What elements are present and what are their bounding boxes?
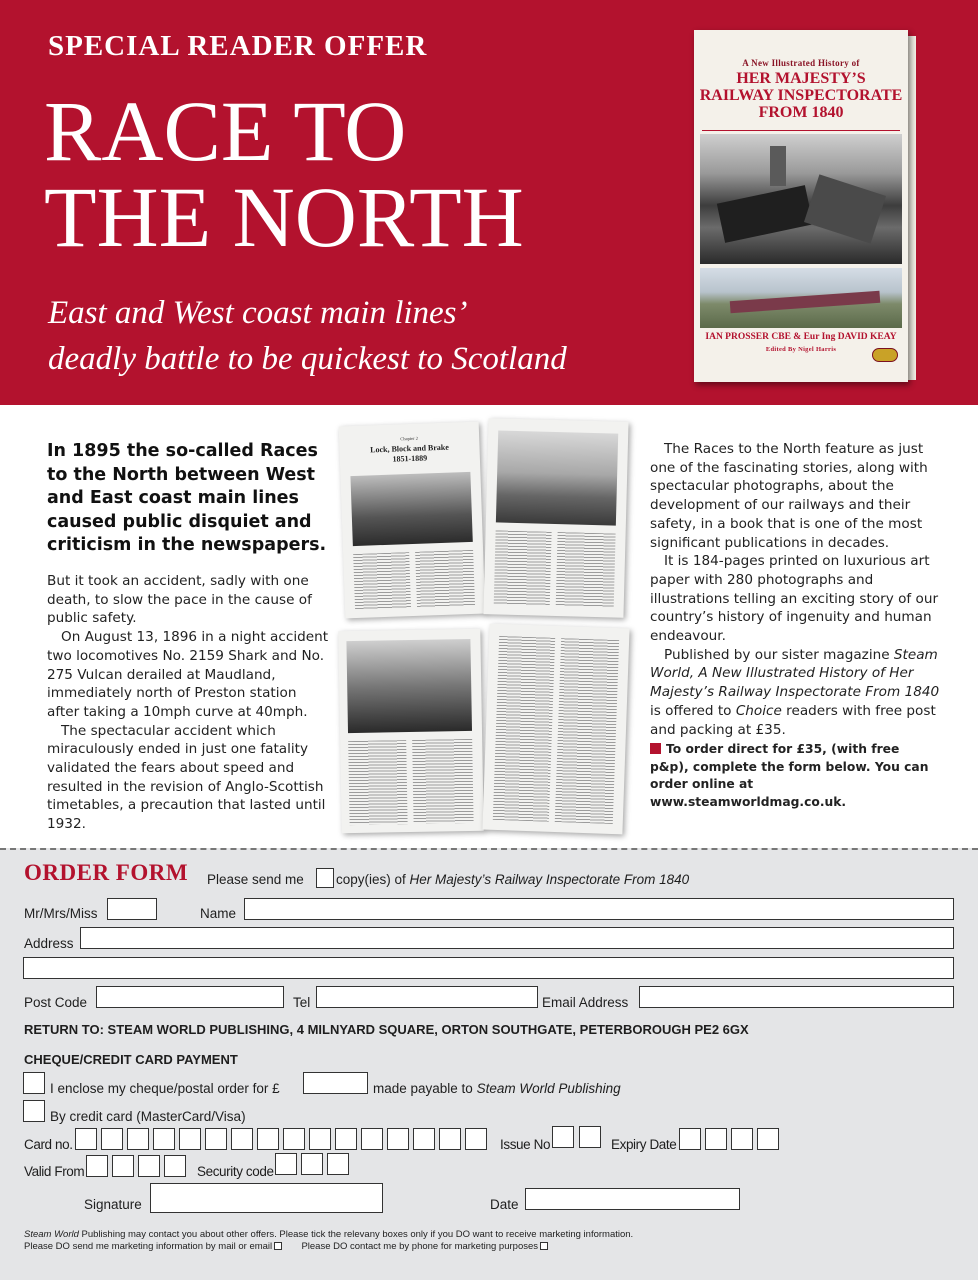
card-number-digit-box[interactable]: [153, 1128, 175, 1150]
copies-label: [336, 872, 689, 887]
security-code-box[interactable]: [327, 1153, 349, 1175]
paragraph: But it took an accident, sadly with one death, to slow the pace in the cause of public safety.: [47, 573, 312, 627]
email-label: Email Address: [542, 995, 629, 1010]
credit-card-label: By credit card (MasterCard/Visa): [50, 1109, 246, 1124]
return-address: RETURN TO: STEAM WORLD PUBLISHING, 4 MILNYARD SQUARE, ORTON SOUTHGATE, PETERBOROUGH PE2 6GX: [24, 1022, 749, 1037]
security-code-box[interactable]: [275, 1153, 297, 1175]
card-number-digit-box[interactable]: [309, 1128, 331, 1150]
order-note: [650, 741, 940, 811]
header-banner: [0, 0, 978, 405]
tel-label: Tel: [293, 995, 311, 1010]
book-title-line-1: HER MAJESTY’S: [736, 70, 866, 87]
name-input[interactable]: [244, 898, 954, 920]
email-input[interactable]: [639, 986, 954, 1008]
address-label: Address: [24, 936, 74, 951]
publisher-name-italic: Steam World: [24, 1229, 79, 1240]
payee-name: Steam World Publishing: [476, 1081, 621, 1096]
card-number-digit-box[interactable]: [75, 1128, 97, 1150]
expiry-date-box[interactable]: [757, 1128, 779, 1150]
card-number-label: Card no.: [24, 1137, 73, 1152]
payment-heading: CHEQUE/CREDIT CARD PAYMENT: [24, 1052, 238, 1067]
subhead-line-1: East and West coast main lines’: [48, 295, 468, 331]
marketing-notice-text: Publishing may contact you about other offers. Please tick the relevany boxes only if you DO want to receive marketing information.: [78, 1229, 634, 1240]
post-code-input[interactable]: [96, 986, 284, 1008]
card-number-digit-box[interactable]: [205, 1128, 227, 1150]
bullet-square-icon: [650, 743, 661, 754]
phone-optin-label: Please DO contact me by phone for marketing purposes: [301, 1241, 539, 1252]
photo-shape: [717, 185, 813, 243]
order-form: [0, 848, 978, 1280]
book-title-line-2: RAILWAY INSPECTORATE: [699, 87, 903, 104]
headline-line-2: THE NORTH: [44, 169, 524, 265]
text-run: is offered to: [650, 702, 736, 719]
spread-text-block: [348, 740, 407, 825]
salutation-input[interactable]: [107, 898, 157, 920]
valid-from-label: Valid From: [24, 1164, 85, 1179]
card-number-digit-box[interactable]: [231, 1128, 253, 1150]
credit-card-checkbox[interactable]: [23, 1100, 45, 1122]
valid-from-box[interactable]: [164, 1155, 186, 1177]
signature-label: Signature: [84, 1197, 142, 1212]
order-form-title: ORDER FORM: [24, 860, 189, 885]
expiry-date-box[interactable]: [705, 1128, 727, 1150]
book-title: [694, 70, 908, 121]
spread-page: [483, 418, 628, 618]
card-number-digit-box[interactable]: [335, 1128, 357, 1150]
card-number-digit-box[interactable]: [283, 1128, 305, 1150]
paragraph: The Races to the North feature as just one of the fascinating stories, along with spectacular photographs, about the development of our railways and their safety, in a book that is one of the most significant publications in decades.: [650, 441, 928, 551]
paragraph: [650, 646, 940, 740]
card-number-digit-box[interactable]: [387, 1128, 409, 1150]
salutation-label: Mr/Mrs/Miss: [24, 906, 98, 921]
card-number-digit-box[interactable]: [127, 1128, 149, 1150]
spread-photo: [350, 472, 472, 546]
book-cover-photo-modern: [700, 268, 902, 328]
valid-from-box[interactable]: [138, 1155, 160, 1177]
valid-from-box[interactable]: [86, 1155, 108, 1177]
spread-page: [482, 624, 629, 835]
subheadline: [48, 290, 567, 382]
spread-text-block: [415, 550, 475, 608]
marketing-optin-row: [24, 1241, 548, 1252]
card-number-digit-box[interactable]: [101, 1128, 123, 1150]
text-run: readers with free post and packing at £35.: [650, 702, 936, 738]
issue-number-box[interactable]: [579, 1126, 601, 1148]
mail-optin-checkbox[interactable]: [274, 1242, 282, 1250]
book-divider: [702, 130, 900, 131]
please-send-label: Please send me: [207, 872, 304, 887]
spread-heading-line-1: Lock, Block and Brake: [370, 442, 449, 455]
post-code-label: Post Code: [24, 995, 88, 1010]
date-label: Date: [490, 1197, 519, 1212]
spread-heading-line-2: 1851-1889: [392, 453, 428, 464]
expiry-date-box[interactable]: [679, 1128, 701, 1150]
signature-input[interactable]: [150, 1183, 383, 1213]
photo-shape: [730, 291, 880, 313]
spread-text-block: [494, 530, 552, 605]
copies-text: copy(ies) of: [336, 872, 406, 887]
address-input-line-1[interactable]: [80, 927, 954, 949]
mail-optin-label: Please DO send me marketing information by mail or email: [24, 1241, 273, 1252]
magazine-name-italic: Choice: [735, 702, 782, 719]
payable-text: made payable to: [373, 1081, 473, 1096]
payable-to-label: [373, 1081, 621, 1096]
article-column-3: [650, 440, 940, 811]
spread-text-block: [493, 636, 555, 822]
spread-heading: [339, 442, 480, 467]
security-code-box[interactable]: [301, 1153, 323, 1175]
book-cover-photo-wreck: [700, 134, 902, 264]
expiry-date-box[interactable]: [731, 1128, 753, 1150]
paragraph: It is 184-pages printed on luxurious art paper with 280 photographs and illustrations telling an exciting story of our country’s history of ingenuity and human endeavour.: [650, 553, 939, 645]
order-note-text: To order direct for £35, (with free p&p), complete the form below. You can order online at www.steamworldmag.co.uk.: [650, 742, 929, 809]
publisher-logo-icon: [872, 348, 898, 362]
date-input[interactable]: [525, 1188, 740, 1210]
issue-number-label: Issue No: [500, 1137, 551, 1152]
card-number-digit-box[interactable]: [257, 1128, 279, 1150]
expiry-date-label: Expiry Date: [611, 1137, 677, 1152]
book-cover-image: [694, 30, 918, 385]
card-number-digit-box[interactable]: [439, 1128, 461, 1150]
card-number-digit-box[interactable]: [413, 1128, 435, 1150]
spread-photo: [496, 430, 618, 525]
text-run: Published by our sister magazine: [664, 646, 894, 663]
card-number-digit-box[interactable]: [361, 1128, 383, 1150]
cheque-amount-input[interactable]: [303, 1072, 368, 1094]
form-book-title: Her Majesty’s Railway Inspectorate From 1840: [409, 872, 690, 887]
spread-text-block: [353, 552, 411, 610]
headline: [44, 83, 524, 265]
book-title-italic: Steam World, A New Illustrated History of Her Majesty’s Railway Inspectorate From 1840: [650, 646, 940, 701]
spread-text-block: [412, 739, 473, 824]
kicker: SPECIAL READER OFFER: [48, 30, 428, 62]
subhead-line-2: deadly battle to be quickest to Scotland: [48, 341, 567, 377]
issue-number-box[interactable]: [552, 1126, 574, 1148]
book-title-line-3: FROM 1840: [758, 104, 844, 121]
article-lede: In 1895 the so-called Races to the North between West and East coast main lines caused public disquiet and criticism in the newspapers.: [47, 441, 327, 555]
marketing-notice: [24, 1229, 633, 1240]
cheque-checkbox[interactable]: [23, 1072, 45, 1094]
book-cover: [694, 30, 908, 382]
card-number-digit-box[interactable]: [465, 1128, 487, 1150]
spread-page: [338, 629, 484, 833]
headline-line-1: RACE TO: [44, 83, 407, 179]
book-authors: IAN PROSSER CBE & Eur Ing DAVID KEAY: [705, 332, 897, 342]
spread-page: [339, 422, 486, 619]
address-input-line-2[interactable]: [23, 957, 954, 979]
spread-chapter: Chapter 2: [400, 435, 419, 442]
copies-quantity-box[interactable]: [316, 868, 334, 888]
cheque-label: I enclose my cheque/postal order for £: [50, 1081, 280, 1096]
photo-shape: [804, 174, 886, 243]
name-label: Name: [200, 906, 237, 921]
spread-text-block: [556, 532, 616, 607]
book-editor: Edited By Nigel Harris: [765, 346, 837, 353]
paragraph: On August 13, 1896 in a night accident two locomotives No. 2159 Shark and No. 275 Vulcan derailed at Maudland, immediately north of Preston station after taking a 10mph curve at 40mph.: [47, 629, 329, 720]
book-spread-image: [336, 418, 634, 838]
book-series: A New Illustrated History of: [742, 58, 860, 68]
security-code-label: Security code: [197, 1164, 274, 1179]
spread-photo: [346, 639, 472, 733]
article-column-1: [47, 572, 332, 834]
card-number-digit-box[interactable]: [179, 1128, 201, 1150]
photo-shape: [770, 146, 786, 186]
spread-text-block: [555, 638, 619, 824]
valid-from-box[interactable]: [112, 1155, 134, 1177]
phone-optin-checkbox[interactable]: [540, 1242, 548, 1250]
paragraph: The spectacular accident which miraculously ended in just one fatality validated the fears about speed and resulted in the revision of Anglo-Scottish timetables, a precaution that lasted until 1932.: [47, 722, 326, 833]
tel-input[interactable]: [316, 986, 538, 1008]
